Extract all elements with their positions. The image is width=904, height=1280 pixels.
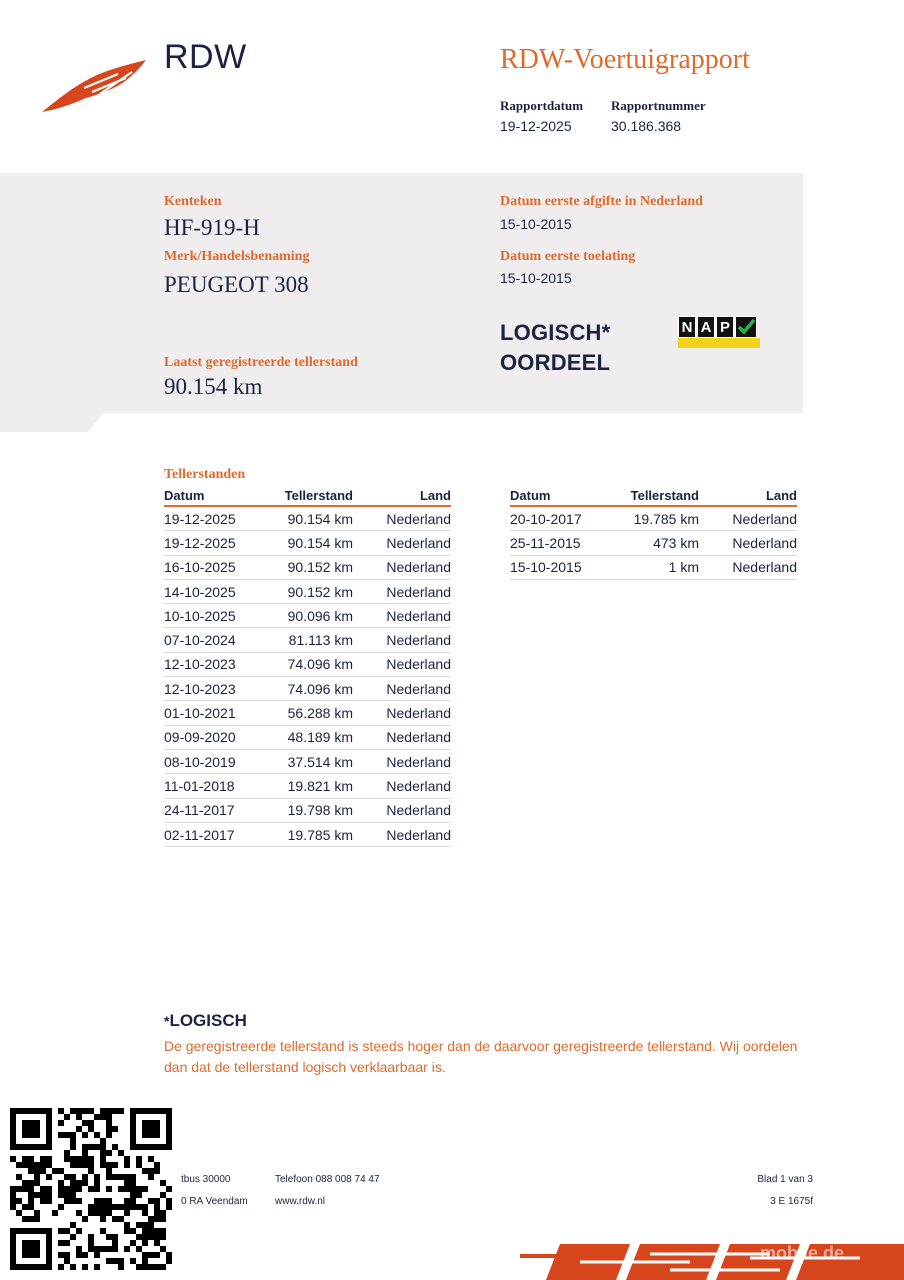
cell-tellerstand: 90.152 km xyxy=(287,559,353,576)
nap-letter-a: A xyxy=(697,316,715,338)
cell-tellerstand: 48.189 km xyxy=(287,729,353,746)
table-row xyxy=(164,823,451,847)
kenteken-value: HF-919-H xyxy=(164,215,260,240)
checkmark-icon xyxy=(735,316,757,338)
table-row xyxy=(510,507,797,531)
header-land: Land xyxy=(765,488,797,503)
rapportdatum-value: 19-12-2025 xyxy=(500,118,572,134)
cell-land: Nederland xyxy=(732,510,797,527)
table-row xyxy=(164,604,451,628)
table-row xyxy=(164,726,451,750)
cell-datum: 10-10-2025 xyxy=(164,607,236,624)
note-asterisk: * xyxy=(164,1013,170,1029)
table-header xyxy=(164,487,451,507)
cell-land: Nederland xyxy=(386,583,451,600)
cell-land: Nederland xyxy=(386,729,451,746)
table-row xyxy=(164,580,451,604)
nap-letter-n: N xyxy=(678,316,696,338)
tellerstanden-title: Tellerstanden xyxy=(164,467,246,482)
cell-land: Nederland xyxy=(386,753,451,770)
oordeel-text xyxy=(500,318,610,378)
table-row xyxy=(510,556,797,580)
nap-letter-p: P xyxy=(716,316,734,338)
cell-tellerstand: 74.096 km xyxy=(287,656,353,673)
cell-land: Nederland xyxy=(386,680,451,697)
cell-tellerstand: 81.113 km xyxy=(288,632,353,649)
table-row xyxy=(164,701,451,725)
table-row xyxy=(164,507,451,531)
cell-land: Nederland xyxy=(386,826,451,843)
cell-tellerstand: 56.288 km xyxy=(287,705,353,722)
cell-datum: 12-10-2023 xyxy=(164,680,236,697)
cell-datum: 12-10-2023 xyxy=(164,656,236,673)
afgifte-label: Datum eerste afgifte in Nederland xyxy=(500,194,703,209)
cell-datum: 16-10-2025 xyxy=(164,559,236,576)
toelating-value: 15-10-2015 xyxy=(500,270,572,286)
cell-land: Nederland xyxy=(732,534,797,551)
cell-datum: 20-10-2017 xyxy=(510,510,582,527)
table-row xyxy=(164,628,451,652)
toelating-label: Datum eerste toelating xyxy=(500,249,636,264)
nap-yellow-bar xyxy=(678,338,760,348)
table-row xyxy=(510,531,797,555)
cell-land: Nederland xyxy=(386,777,451,794)
header-datum: Datum xyxy=(164,488,205,503)
footer-postbus: tbus 30000 xyxy=(181,1174,231,1185)
header-land: Land xyxy=(419,488,451,503)
header-tellerstand: Tellerstand xyxy=(630,488,699,503)
table-row xyxy=(164,799,451,823)
cell-land: Nederland xyxy=(386,632,451,649)
cell-tellerstand: 90.154 km xyxy=(287,510,353,527)
table-row xyxy=(164,531,451,555)
merk-value: PEUGEOT 308 xyxy=(164,272,309,297)
cell-land: Nederland xyxy=(732,559,797,576)
watermark-text: mobile.de xyxy=(760,1243,845,1263)
table-row xyxy=(164,653,451,677)
table-header xyxy=(510,487,797,507)
cell-tellerstand: 74.096 km xyxy=(287,680,353,697)
table-row xyxy=(164,750,451,774)
qr-code-icon xyxy=(10,1108,172,1270)
rapportnummer-value: 30.186.368 xyxy=(611,118,682,134)
cell-datum: 07-10-2024 xyxy=(164,632,236,649)
cell-land: Nederland xyxy=(386,656,451,673)
table-row xyxy=(164,677,451,701)
afgifte-value: 15-10-2015 xyxy=(500,216,572,232)
cell-tellerstand: 19.785 km xyxy=(287,826,353,843)
cell-datum: 15-10-2015 xyxy=(510,559,582,576)
table-row xyxy=(164,774,451,798)
cell-datum: 11-01-2018 xyxy=(164,777,235,794)
kenteken-label: Kenteken xyxy=(164,194,222,209)
table-row xyxy=(164,556,451,580)
footer-website[interactable]: www.rdw.nl xyxy=(275,1196,326,1207)
tellerstand-value: 90.154 km xyxy=(164,374,263,399)
cell-datum: 08-10-2019 xyxy=(164,753,236,770)
cell-datum: 02-11-2017 xyxy=(164,826,235,843)
footer-code: 3 E 1675f xyxy=(770,1196,813,1207)
header-datum: Datum xyxy=(510,488,551,503)
note-text: De geregistreerde tellerstand is steeds hoger dan de daarvoor geregistreerde tellerstand. Wij oordelen dan dat de tellerstand logisch verklaarbaar is. xyxy=(164,1038,798,1075)
cell-datum: 09-09-2020 xyxy=(164,729,236,746)
cell-tellerstand: 37.514 km xyxy=(287,753,353,770)
cell-land: Nederland xyxy=(386,705,451,722)
tellerstanden-table-left xyxy=(164,487,451,847)
panel-tail-shape xyxy=(0,412,104,432)
report-title: RDW-Voertuigrapport xyxy=(500,44,750,75)
cell-land: Nederland xyxy=(386,510,451,527)
nap-badge xyxy=(678,316,760,348)
rapportdatum-label: Rapportdatum xyxy=(500,98,584,113)
rdw-logo-icon xyxy=(40,58,148,114)
cell-datum: 14-10-2025 xyxy=(164,583,236,600)
cell-tellerstand: 19.785 km xyxy=(633,510,699,527)
cell-tellerstand: 19.798 km xyxy=(287,802,353,819)
oordeel-line-1: LOGISCH* xyxy=(500,320,611,345)
footer-telefoon: Telefoon 088 008 74 47 xyxy=(275,1174,380,1185)
cell-tellerstand: 1 km xyxy=(668,559,699,576)
table-body xyxy=(164,507,451,847)
cell-datum: 19-12-2025 xyxy=(164,510,236,527)
rapportnummer-label: Rapportnummer xyxy=(611,98,706,113)
note-title xyxy=(164,1011,247,1031)
merk-label: Merk/Handelsbenaming xyxy=(164,249,310,264)
note-title-text: LOGISCH xyxy=(169,1011,247,1030)
tellerstanden-table-right xyxy=(510,487,797,580)
rdw-stripes-graphic xyxy=(520,1244,904,1280)
cell-land: Nederland xyxy=(386,607,451,624)
brand-name: RDW xyxy=(164,38,247,76)
cell-datum: 24-11-2017 xyxy=(164,802,235,819)
header-tellerstand: Tellerstand xyxy=(284,488,353,503)
tellerstand-label: Laatst geregistreerde tellerstand xyxy=(164,355,358,370)
cell-tellerstand: 19.821 km xyxy=(287,777,353,794)
cell-land: Nederland xyxy=(386,534,451,551)
cell-land: Nederland xyxy=(386,559,451,576)
table-body xyxy=(510,507,797,580)
footer-adres: 0 RA Veendam xyxy=(181,1196,248,1207)
cell-datum: 19-12-2025 xyxy=(164,534,236,551)
cell-datum: 25-11-2015 xyxy=(510,534,581,551)
oordeel-line-2: OORDEEL xyxy=(500,350,611,375)
cell-datum: 01-10-2021 xyxy=(164,705,236,722)
cell-tellerstand: 90.096 km xyxy=(287,607,353,624)
cell-tellerstand: 90.154 km xyxy=(287,534,353,551)
cell-tellerstand: 473 km xyxy=(653,534,699,551)
cell-land: Nederland xyxy=(386,802,451,819)
cell-tellerstand: 90.152 km xyxy=(287,583,353,600)
footer-blad: Blad 1 van 3 xyxy=(757,1174,813,1185)
